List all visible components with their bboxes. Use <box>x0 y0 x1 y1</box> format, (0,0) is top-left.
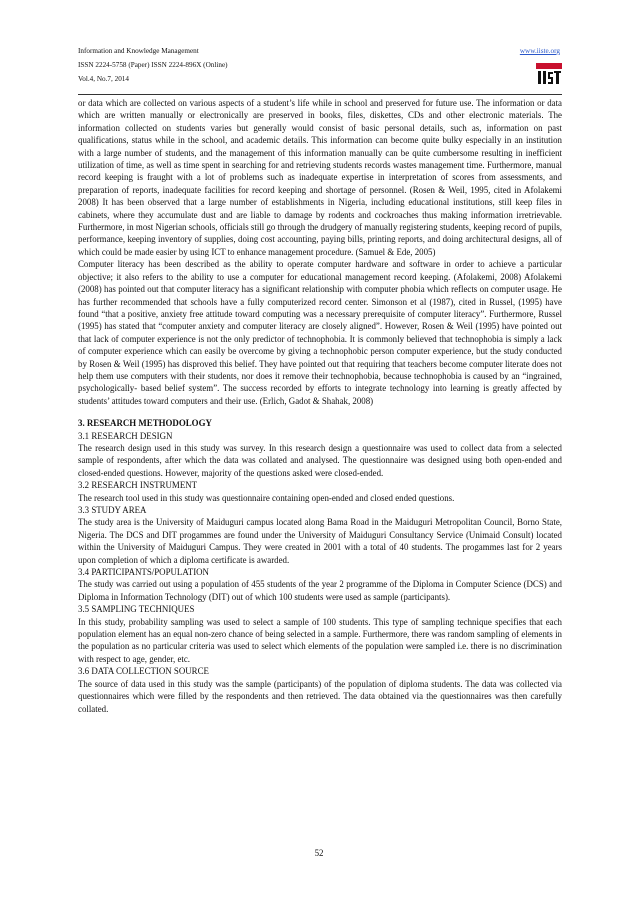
subsection-text: The study was carried out using a population of 455 students of the year 2 programme of the Diploma in Computer Science (DCS) and Diploma in Information Technology (DIT) out of which 100 students were used as sample (participants). <box>78 579 562 602</box>
page-number: 52 <box>314 848 324 858</box>
subsection-heading: 3.2 RESEARCH INSTRUMENT <box>78 480 198 491</box>
subsection-text: The study area is the University of Maiduguri campus located along Bama Road in the Maiduguri Metropolitan Council, Borno State, Nigeria. The DCS and DIT progammes are found under the University of Maiduguri Consultancy Service (Unimaid Consult) located within the University of Maiduguri Campus. They were created in 2001 with a total of 40 students. The progammes last for 2 years upon completion of which a diploma certificate is awarded. <box>78 517 562 565</box>
subsection-heading: 3.5 SAMPLING TECHNIQUES <box>78 604 195 615</box>
subsection-text: The research tool used in this study was questionnaire containing open-ended and closed ended questions. <box>78 492 455 503</box>
issn-line: ISSN 2224-5758 (Paper) ISSN 2224-896X (Online) <box>78 61 228 69</box>
subsection-text: The research design used in this study was survey. In this research design a questionnaire was used to collect data from a selected sample of respondents, after which the data was collated and analysed. The questionnaire was designed using both open-ended and closed-ended questions. However, majority of the questions asked were closed-ended. <box>78 442 562 478</box>
volume-line: Vol.4, No.7, 2014 <box>78 75 129 83</box>
subsection-text: The source of data used in this study was the sample (participants) of the population of diploma students. The data was collected via questionnaires which were filled by the respondents and then retrieved. The data obtained via the questionnaires was then carefully collated. <box>78 678 562 714</box>
iiste-logo <box>536 63 562 85</box>
journal-name: Information and Knowledge Management <box>78 47 199 55</box>
subsection-text: In this study, probability sampling was used to select a sample of 100 students. This type of sampling technique specifies that each population element has an equal non-zero chance of being selected in a sample. Furthermore, there was random sampling of elements in the population as no particular criteria was used to select which elements of the population were sampled i.e. there is no discrimination with respect to age, gender, etc. <box>78 616 562 664</box>
journal-url-link[interactable]: www.iiste.org <box>519 47 560 55</box>
subsection-heading: 3.3 STUDY AREA <box>78 505 147 515</box>
section-title: 3. RESEARCH METHODOLOGY <box>78 418 212 429</box>
intro-paragraph-1: or data which are collected on various aspects of a student’s life while in school and preserved for future use. The information or data which are written manually or electronically are preserved in books, files, diskettes, CDs and other electronic materials. The information collected on students varies but generally would consist of basic personal details, such as, information on past qualifications, status while in the school, and academic details. This information can become quite bulky especially in an institution with a large number of students, and the management of this information manually can be quite cumbersome resulting in inefficient utilization of time, as well as time spent in searching for and retrieving students records wastes management time. Furthermore, manual record keeping is fraught with a lot of problems such as inadequate expertise in interpretation of scores from assessments, and preparation of reports, inadequate facilities for record keeping and shortage of personnel. (Rosen & Weil, 1995, cited in Afolakemi 2008) It has been observed that a large number of establishments in Nigeria, including educational institutions, still keep files in cabinets, where they accumulate dust and are liable to damage by rodents and cockroaches thus making information irretrievable. Furthermore, in most Nigerian schools, officials still go through the drudgery of manually registering students, keeping record of pupils, performance, keeping inventory of supplies, doing cost accounting, paying bills, printing reports, and doing architectural designs, all of which could be made easier by using ICT to enhance management procedure. (Samuel & Ede, 2005) <box>78 98 562 257</box>
subsection-heading: 3.4 PARTICIPANTS/POPULATION <box>78 567 209 578</box>
intro-paragraph-2: Computer literacy has been described as the ability to operate computer hardware and software in order to achieve a particular objective; it also refers to the ability to use a computer for educational management record keeping. (Afolakemi, 2008) Afolakemi (2008) has pointed out that computer literacy has a significant relationship with computer phobia which reflects on computer usage. He has further recommended that schools have a fully computerized record center. Simonson et al (1987), cited in Russel, (1995) have found “that a positive, anxiety free attitude toward computing was a necessary prerequisite of computer literacy”. Furthermore, Russel (1995) has stated that “computer anxiety and computer literacy are closely aligned”. However, Rosen & Weil (1995) have pointed out that lack of computer experience is not the only predictor of technophobia. It is commonly believed that technophobia is simply a lack of computer experience which can easily be overcome by giving a technophobic person computer experience, but the study conducted by Rosen & Weil (1995) has disproved this belief. They have pointed out that requiring that teachers become computer literate does not help them use computers with their students, nor does it remove their technophobia, because technophobia is caused by an “ingrained, psychologically- based belief system”. The success recorded by efforts to integrate technology into learning is greatly affected by students’ attitudes toward computers and their use. (Erlich, Gadot & Shahak, 2008) <box>78 259 562 406</box>
header-divider <box>78 94 562 95</box>
page-header <box>78 44 562 90</box>
subsection-heading: 3.1 RESEARCH DESIGN <box>78 430 173 441</box>
subsection-heading: 3.6 DATA COLLECTION SOURCE <box>78 666 209 677</box>
main-content <box>78 97 562 715</box>
